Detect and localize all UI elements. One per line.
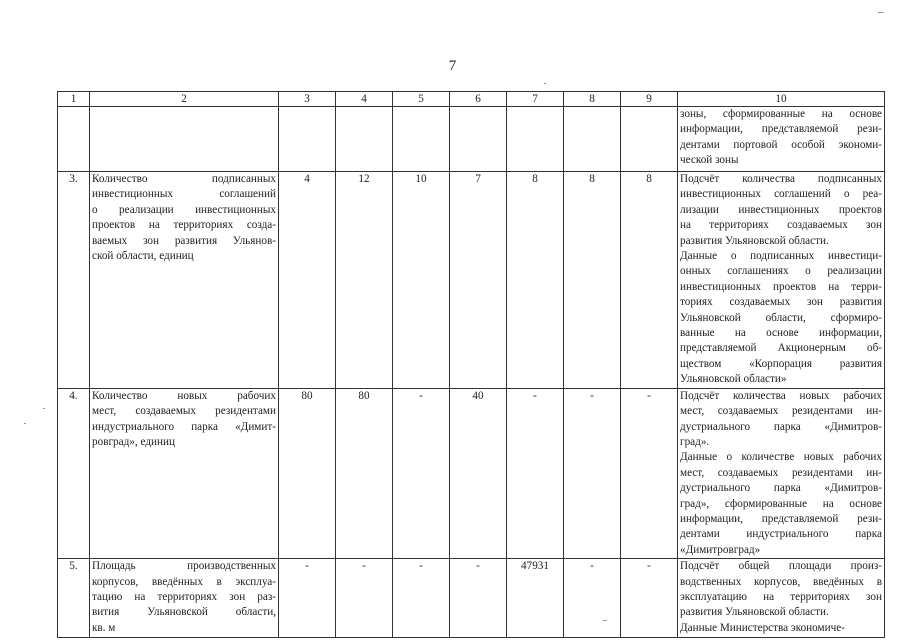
indicator-name-line: мест, создаваемых резидентами [92,405,276,418]
methodology-line: дустриального парка «Димитров- [680,420,882,433]
methodology-line: Данные Министерства экономиче- [680,621,845,634]
methodology-line: мест, создаваемых резидентами ин- [680,466,882,479]
indicators-table [57,91,885,638]
methodology-line: на территориях создаваемых зон [680,219,882,232]
year-value-cell: - [564,559,621,638]
indicator-name-line: проектов на территориях созда- [92,219,276,232]
year-value-cell: - [393,388,450,558]
indicator-name-line: корпусов, введённых в эксплуа- [92,575,276,588]
indicator-name-cell [90,172,279,389]
header-cell: 2 [90,92,279,107]
year-value-cell: - [393,559,450,638]
header-cell: 4 [336,92,393,107]
methodology-line: град». [680,435,710,448]
methodology-line: онных соглашениях о реализации [680,265,882,278]
methodology-line: Подсчёт количества новых рабочих [680,389,882,402]
indicator-name-line: ровград», единиц [92,435,175,448]
methodology-line: дентами портовой особой экономи- [680,138,882,151]
scan-speck [43,408,45,409]
header-cell: 8 [564,92,621,107]
methodology-line: ческой зоны [680,154,739,167]
methodology-line: Данные о количестве новых рабочих [680,451,882,464]
table-row [58,172,885,389]
year-value-cell [336,107,393,172]
year-value-cell: 8 [621,172,678,389]
indicator-name-cell [90,388,279,558]
indicator-name-line: о реализации инвестиционных [92,203,276,216]
year-value-cell [279,107,336,172]
year-value-cell: 8 [564,172,621,389]
methodology-line: Подсчёт общей площади произ- [680,560,882,573]
scan-speck [24,423,26,424]
methodology-line: мест, создаваемых резидентами ин- [680,405,882,418]
indicator-name-line: кв. м [92,621,116,634]
row-number-cell: 4. [58,388,90,558]
year-value-cell: 47931 [507,559,564,638]
methodology-line: развития Ульяновской области. [680,234,829,247]
year-value-cell: - [564,388,621,558]
methodology-line: зоны, сформированные на основе [680,108,882,120]
methodology-line: инвестиционных соглашений о реа- [680,188,882,201]
table-row [58,107,885,172]
header-cell: 9 [621,92,678,107]
methodology-line: дустриального парка «Димитров- [680,482,882,495]
table-row [58,388,885,558]
scan-speck [603,620,607,621]
methodology-line: информации, представляемой рези- [680,123,882,136]
methodology-line: информации, представляемой рези- [680,512,882,525]
year-value-cell: 12 [336,172,393,389]
year-value-cell [507,107,564,172]
table-row [58,559,885,638]
indicator-name-cell [90,559,279,638]
year-value-cell: - [279,559,336,638]
methodology-line: ториях создаваемых зон развития [680,296,882,309]
header-cell: 3 [279,92,336,107]
table-header-row [58,92,885,107]
year-value-cell [450,107,507,172]
indicator-name-cell [90,107,279,172]
indicator-name-line: инвестиционных соглашений [92,188,276,201]
header-cell: 1 [58,92,90,107]
year-value-cell: 4 [279,172,336,389]
year-value-cell: 10 [393,172,450,389]
year-value-cell [621,107,678,172]
methodology-line: развития Ульяновской области. [680,606,829,619]
year-value-cell: 8 [507,172,564,389]
indicator-name-line: Площадь производственных [92,560,276,573]
header-cell: 5 [393,92,450,107]
year-value-cell: 40 [450,388,507,558]
methodology-line: ванные на основе информации, [680,327,882,340]
indicator-name-line: тацию на территориях зон раз- [92,590,276,603]
row-number-cell: 3. [58,172,90,389]
methodology-line: ществом «Корпорация развития [680,357,882,370]
methodology-cell [678,388,885,558]
indicator-name-line: ской области, единиц [92,250,194,263]
methodology-line: град», сформированные на основе [680,497,882,510]
year-value-cell: - [507,388,564,558]
year-value-cell: - [621,388,678,558]
year-value-cell [564,107,621,172]
indicator-name-line: вития Ульяновской области, [92,606,276,619]
page-number: 7 [448,58,457,74]
methodology-cell [678,559,885,638]
year-value-cell [393,107,450,172]
header-cell: 7 [507,92,564,107]
row-number-cell [58,107,90,172]
methodology-cell [678,107,885,172]
methodology-line: Данные о подписанных инвестици- [680,250,882,263]
scan-speck [878,12,884,13]
header-cell: 10 [678,92,885,107]
scan-speck [544,83,546,84]
row-number-cell: 5. [58,559,90,638]
indicator-name-line: Количество новых рабочих [92,389,276,402]
year-value-cell: 80 [279,388,336,558]
methodology-line: Ульяновской области, сформиро- [680,311,882,324]
methodology-line: эксплуатацию на территориях зон [680,590,882,603]
year-value-cell: - [621,559,678,638]
methodology-cell [678,172,885,389]
header-cell: 6 [450,92,507,107]
indicator-name-line: индустриального парка «Димит- [92,420,276,433]
methodology-line: инвестиционных проектов на терри- [680,280,882,293]
methodology-line: Ульяновской области» [680,373,787,386]
year-value-cell: 80 [336,388,393,558]
methodology-line: «Димитровград» [680,543,761,556]
methodology-line: дентами индустриального парка [680,528,882,541]
year-value-cell: - [336,559,393,638]
methodology-line: представляемой Акционерным об- [680,342,882,355]
year-value-cell: - [450,559,507,638]
methodology-line: водственных корпусов, введённых в [680,575,882,588]
indicator-name-line: Количество подписанных [92,173,276,185]
methodology-line: лизации инвестиционных проектов [680,203,882,216]
methodology-line: Подсчёт количества подписанных [680,173,882,185]
year-value-cell: 7 [450,172,507,389]
indicator-name-line: ваемых зон развития Ульянов- [92,234,276,247]
